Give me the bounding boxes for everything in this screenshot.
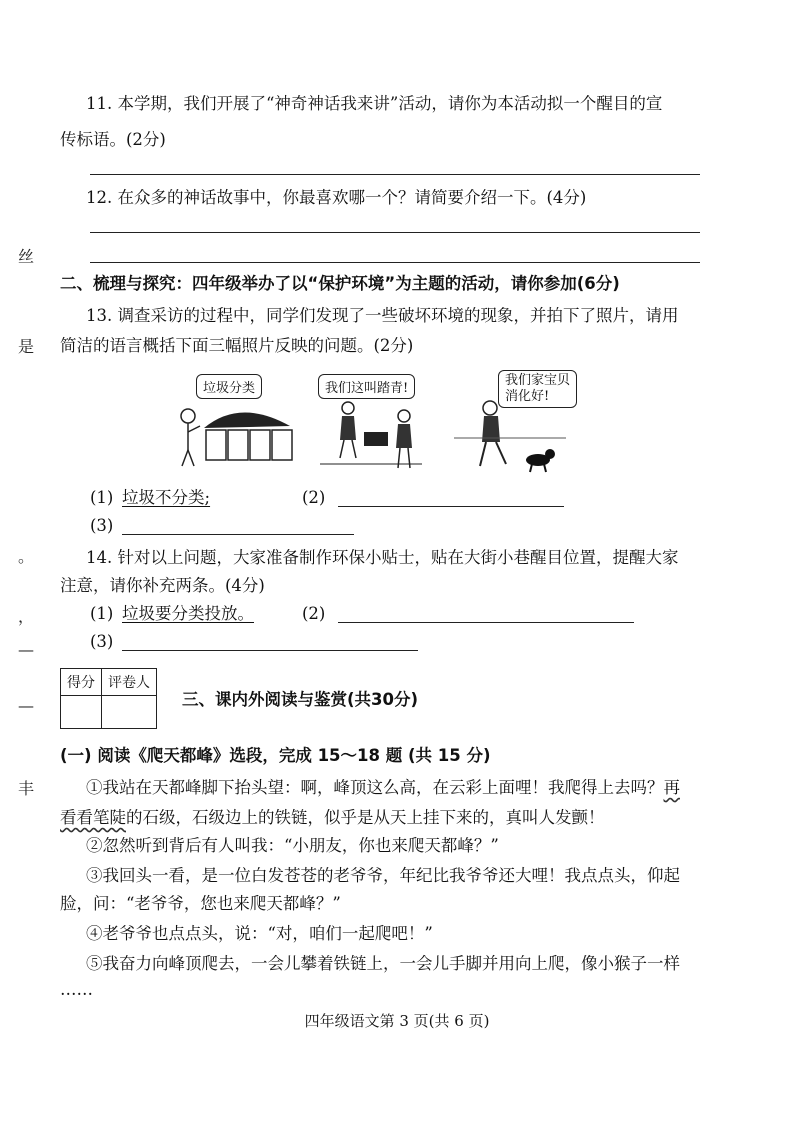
reading1-p5-line1: ⑤我奋力向峰顶爬去，一会儿攀着铁链上，一会儿手脚并用向上爬，像小猴子一样 xyxy=(86,954,680,973)
reading1-p1-line2 xyxy=(60,806,605,830)
reading1-heading: (一) 阅读《爬天都峰》选段，完成 15～18 题 (共 15 分) xyxy=(60,746,491,765)
score-cell[interactable] xyxy=(61,696,102,729)
q11-line2: 传标语。(2分) xyxy=(60,130,166,149)
q12-answer-line-1[interactable] xyxy=(90,232,700,233)
score-header: 得分 xyxy=(61,669,102,696)
q14-answer1[interactable]: 垃圾要分类投放。 xyxy=(122,604,254,623)
q12-line1: 12. 在众多的神话故事中，你最喜欢哪一个？请简要介绍一下。(4分) xyxy=(86,188,587,207)
q14-answer3-line[interactable] xyxy=(122,650,418,651)
photo-garbage-sorting xyxy=(170,368,300,478)
margin-mark: 。 xyxy=(18,547,35,566)
reading1-p1-line1 xyxy=(86,776,680,800)
q12-answer-line-2[interactable] xyxy=(90,262,700,263)
section3-heading: 三、课内外阅读与鉴赏(共30分) xyxy=(182,690,419,709)
reading1-p1-wavy1: 再 xyxy=(663,778,680,797)
reading1-p2: ②忽然听到背后有人叫我：“小朋友，你也来爬天都峰？” xyxy=(86,836,499,855)
photo-trampling-grass xyxy=(316,368,426,478)
q11-answer-line[interactable] xyxy=(90,174,700,175)
margin-mark: 丰 xyxy=(18,779,35,798)
reading1-p1-text: ①我站在天都峰脚下抬头望：啊，峰顶这么高，在云彩上面哩！我爬得上去吗？ xyxy=(86,778,664,797)
margin-mark: — xyxy=(18,640,34,659)
section2-heading: 二、梳理与探究：四年级举办了以“保护环境”为主题的活动，请你参加(6分) xyxy=(60,274,620,293)
q14-answer3-label: (3) xyxy=(90,632,114,651)
reading1-p4: ④老爷爷也点点头，说：“对，咱们一起爬吧！” xyxy=(86,924,433,943)
q14-answer2-line[interactable] xyxy=(338,622,634,623)
reading1-p1-wavy2: 看看笔陡 xyxy=(60,808,126,827)
q13-answer1[interactable]: 垃圾不分类; xyxy=(122,488,211,507)
q13-line1: 13. 调查采访的过程中，同学们发现了一些破坏环境的现象，并拍下了照片，请用 xyxy=(86,306,679,325)
q14-line1: 14. 针对以上问题，大家准备制作环保小贴士，贴在大街小巷醒目位置，提醒大家 xyxy=(86,548,679,567)
pic3-caption-line1: 我们家宝贝 xyxy=(505,373,571,388)
q14-answer2-label: (2) xyxy=(302,604,326,623)
margin-mark: — xyxy=(18,696,34,715)
margin-mark: 是 xyxy=(18,337,35,356)
pic2-caption: 我们这叫踏青! xyxy=(318,374,415,399)
q14-answer1-label: (1) xyxy=(90,604,114,623)
q13-answer2-line[interactable] xyxy=(338,506,564,507)
grader-cell[interactable] xyxy=(102,696,157,729)
margin-mark: ， xyxy=(18,607,35,626)
photo-dog-fouling xyxy=(450,368,570,478)
q13-answer3-line[interactable] xyxy=(122,534,354,535)
pic1-caption: 垃圾分类 xyxy=(196,374,262,399)
page-footer: 四年级语文第 3 页(共 6 页) xyxy=(304,1012,490,1030)
q13-line2: 简洁的语言概括下面三幅照片反映的问题。(2分) xyxy=(60,336,414,355)
score-box xyxy=(60,668,157,729)
reading1-p1-rest: 的石级，石级边上的铁链，似乎是从天上挂下来的，真叫人发颤！ xyxy=(126,808,605,827)
q13-answer2-label: (2) xyxy=(302,488,326,507)
q13-answer1-label: (1) xyxy=(90,488,114,507)
q11-line1: 11. 本学期，我们开展了“神奇神话我来讲”活动，请你为本活动拟一个醒目的宣 xyxy=(86,94,663,113)
reading1-p3-line2: 脸，问：“老爷爷，您也来爬天都峰？” xyxy=(60,894,341,913)
grader-header: 评卷人 xyxy=(102,669,157,696)
pic3-caption xyxy=(498,370,577,408)
pic3-caption-line2: 消化好! xyxy=(505,389,550,404)
margin-mark: 丝 xyxy=(18,247,35,266)
q13-answer3-label: (3) xyxy=(90,516,114,535)
reading1-p3-line1: ③我回头一看，是一位白发苍苍的老爷爷，年纪比我爷爷还大哩！我点点头，仰起 xyxy=(86,866,680,885)
reading1-p5-line2: …… xyxy=(60,980,93,999)
q14-line2: 注意，请你补充两条。(4分) xyxy=(60,576,265,595)
